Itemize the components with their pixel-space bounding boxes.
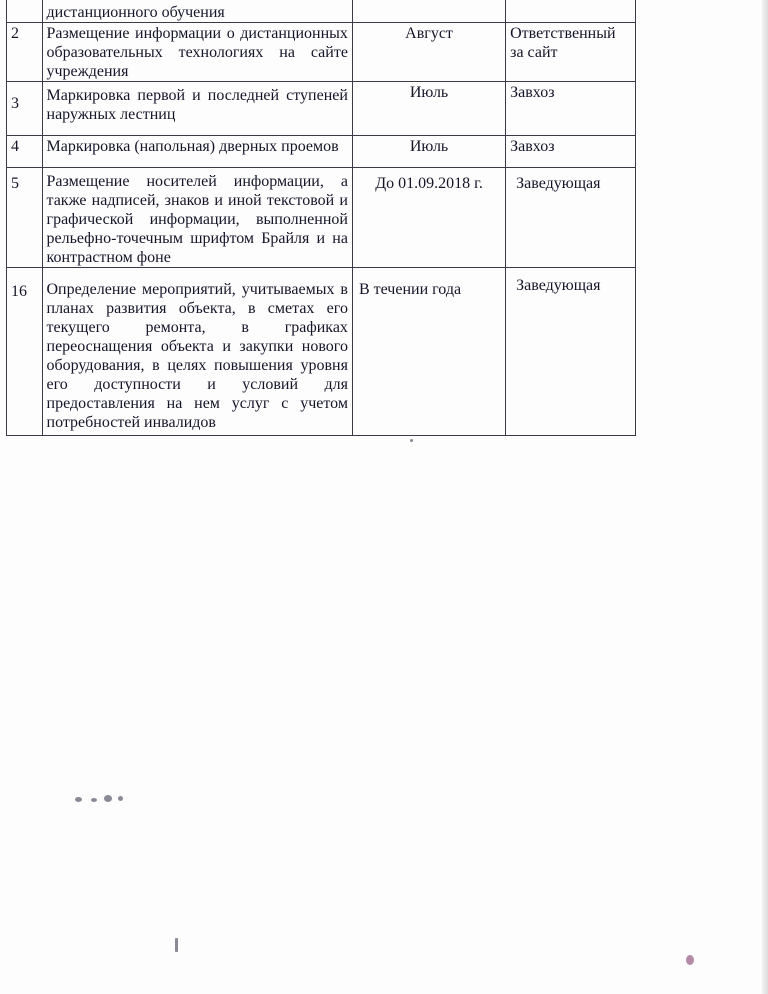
row-description: Определение мероприятий, учитываемых в планах развития объекта, в сметах его текущего ремонта, в графиках переоснащения объекта и закупки нового оборудования, в целях повышения уровня его доступности и условий для предоставления на нем услуг с учетом потребностей инвалидов [42,268,352,436]
row-responsible: Завхоз [506,82,636,136]
scan-speck [175,938,178,952]
scan-speck [686,955,694,965]
row-responsible [506,0,636,23]
row-date: Август [352,23,505,82]
row-description: Размещение носителей информации, а также надписей, знаков и иной текстовой и графической информации, выполненной рельефно-точечным шрифтом Брайля и на контрастном фоне [42,168,352,268]
row-date: Июль [352,82,505,136]
row-date: До 01.09.2018 г. [352,168,505,268]
row-responsible: Ответственный за сайт [506,23,636,82]
row-description: Размещение информации о дистанционных образовательных технологиях на сайте учреждения [42,23,352,82]
table-row [7,168,636,268]
table-row [7,136,636,168]
row-number: 5 [7,168,43,268]
scan-edge-shadow [762,0,768,994]
row-date [352,0,505,23]
table-row [7,268,636,436]
row-number: 4 [7,136,43,168]
scan-speck [118,796,123,801]
table-row [7,23,636,82]
row-number: 16 [7,268,43,436]
accessibility-plan-table [6,0,636,436]
scan-speck [104,795,112,802]
row-date: В течении года [352,268,505,436]
scan-speck [410,439,413,442]
row-number [7,0,43,23]
row-responsible: Заведующая [506,168,636,268]
row-description: Маркировка первой и последней ступеней наружных лестниц [42,82,352,136]
table-row [7,82,636,136]
row-description: Маркировка (напольная) дверных проемов [42,136,352,168]
row-number: 3 [7,82,43,136]
row-responsible: Завхоз [506,136,636,168]
scan-speck [91,798,97,802]
row-description: дистанционного обучения [42,0,352,23]
row-responsible: Заведующая [506,268,636,436]
row-date: Июль [352,136,505,168]
row-number: 2 [7,23,43,82]
scan-speck [75,797,82,802]
table-row [7,0,636,23]
